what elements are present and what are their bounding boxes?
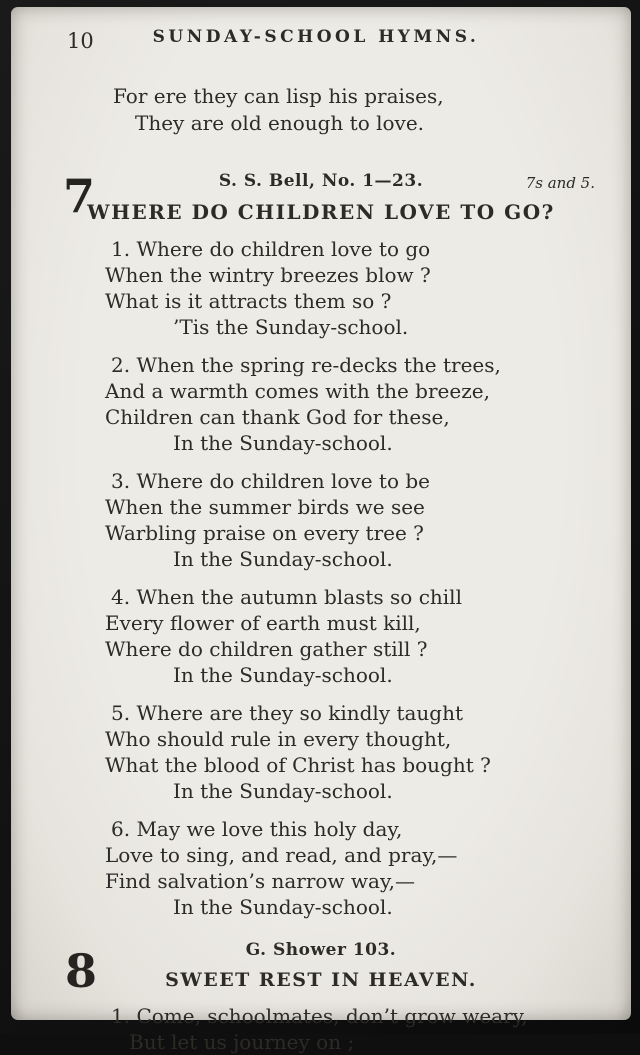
hymn8-heading — [39, 940, 603, 998]
verse-line: What the blood of Christ has bought ? — [105, 753, 491, 777]
verse-line: They are old enough to love. — [135, 111, 425, 135]
hymn8-tune: G. Shower 103. — [245, 940, 397, 960]
verse-line: When the summer birds we see — [105, 495, 425, 519]
verse-line: 1. Come, schoolmates, don’t grow weary, — [111, 1004, 528, 1028]
hymn7-number: 7 — [63, 169, 96, 223]
verse-3 — [105, 468, 603, 572]
hymn8-title: SWEET REST IN HEAVEN. — [165, 969, 477, 991]
previous-hymn-ending — [113, 83, 603, 137]
verse-line: Every flower of earth must kill, — [105, 611, 421, 635]
refrain-line: In the Sunday-school. — [173, 663, 393, 687]
verse-line: Warbling praise on every tree ? — [105, 521, 424, 545]
verse-6 — [105, 816, 603, 920]
verse-line: Find salvation’s narrow way,— — [105, 869, 415, 893]
verse-line: 3. Where do children love to be — [111, 469, 430, 493]
hymn8-verses — [39, 1003, 603, 1055]
hymn8-number: 8 — [65, 944, 98, 998]
verse-line: Love to sing, and read, and pray,— — [105, 843, 458, 867]
refrain-line: In the Sunday-school. — [173, 895, 393, 919]
verse-line: Where do children gather still ? — [105, 637, 428, 661]
refrain-line: In the Sunday-school. — [173, 779, 393, 803]
verse-line: What is it attracts them so ? — [105, 289, 392, 313]
verse-5 — [105, 700, 603, 804]
verse-line: Who should rule in every thought, — [105, 727, 452, 751]
verse-1 — [105, 236, 603, 340]
verse-line: For ere they can lisp his praises, — [113, 84, 444, 108]
verse-4 — [105, 584, 603, 688]
book-page — [11, 7, 631, 1054]
verse-line: 4. When the autumn blasts so chill — [111, 585, 462, 609]
verse-line: But let us journey on ; — [129, 1030, 355, 1054]
verse-line: 2. When the spring re-decks the trees, — [111, 353, 501, 377]
verse-line: 1. Where do children love to go — [111, 237, 431, 261]
verse-line: 5. Where are they so kindly taught — [111, 701, 464, 725]
hymn7-heading — [39, 171, 603, 224]
hymn7-meter: 7s and 5. — [525, 174, 595, 192]
refrain-line: In the Sunday-school. — [173, 547, 393, 571]
page-header — [39, 27, 603, 57]
verse-line: 6. May we love this holy day, — [111, 817, 403, 841]
hymn7-verses — [39, 236, 603, 920]
hymn7-tune: S. S. Bell, No. 1—23. — [218, 171, 424, 191]
verse-line: When the wintry breezes blow ? — [105, 263, 431, 287]
hymn7-title: WHERE DO CHILDREN LOVE TO GO? — [87, 200, 555, 224]
verse-1 — [105, 1003, 603, 1055]
refrain-line: In the Sunday-school. — [173, 431, 393, 455]
page-number: 10 — [67, 29, 94, 53]
verse-line: Children can thank God for these, — [105, 405, 450, 429]
refrain-line: ’Tis the Sunday-school. — [173, 315, 409, 339]
running-title: SUNDAY-SCHOOL HYMNS. — [152, 27, 480, 47]
verse-line: And a warmth comes with the breeze, — [105, 379, 490, 403]
verse-2 — [105, 352, 603, 456]
